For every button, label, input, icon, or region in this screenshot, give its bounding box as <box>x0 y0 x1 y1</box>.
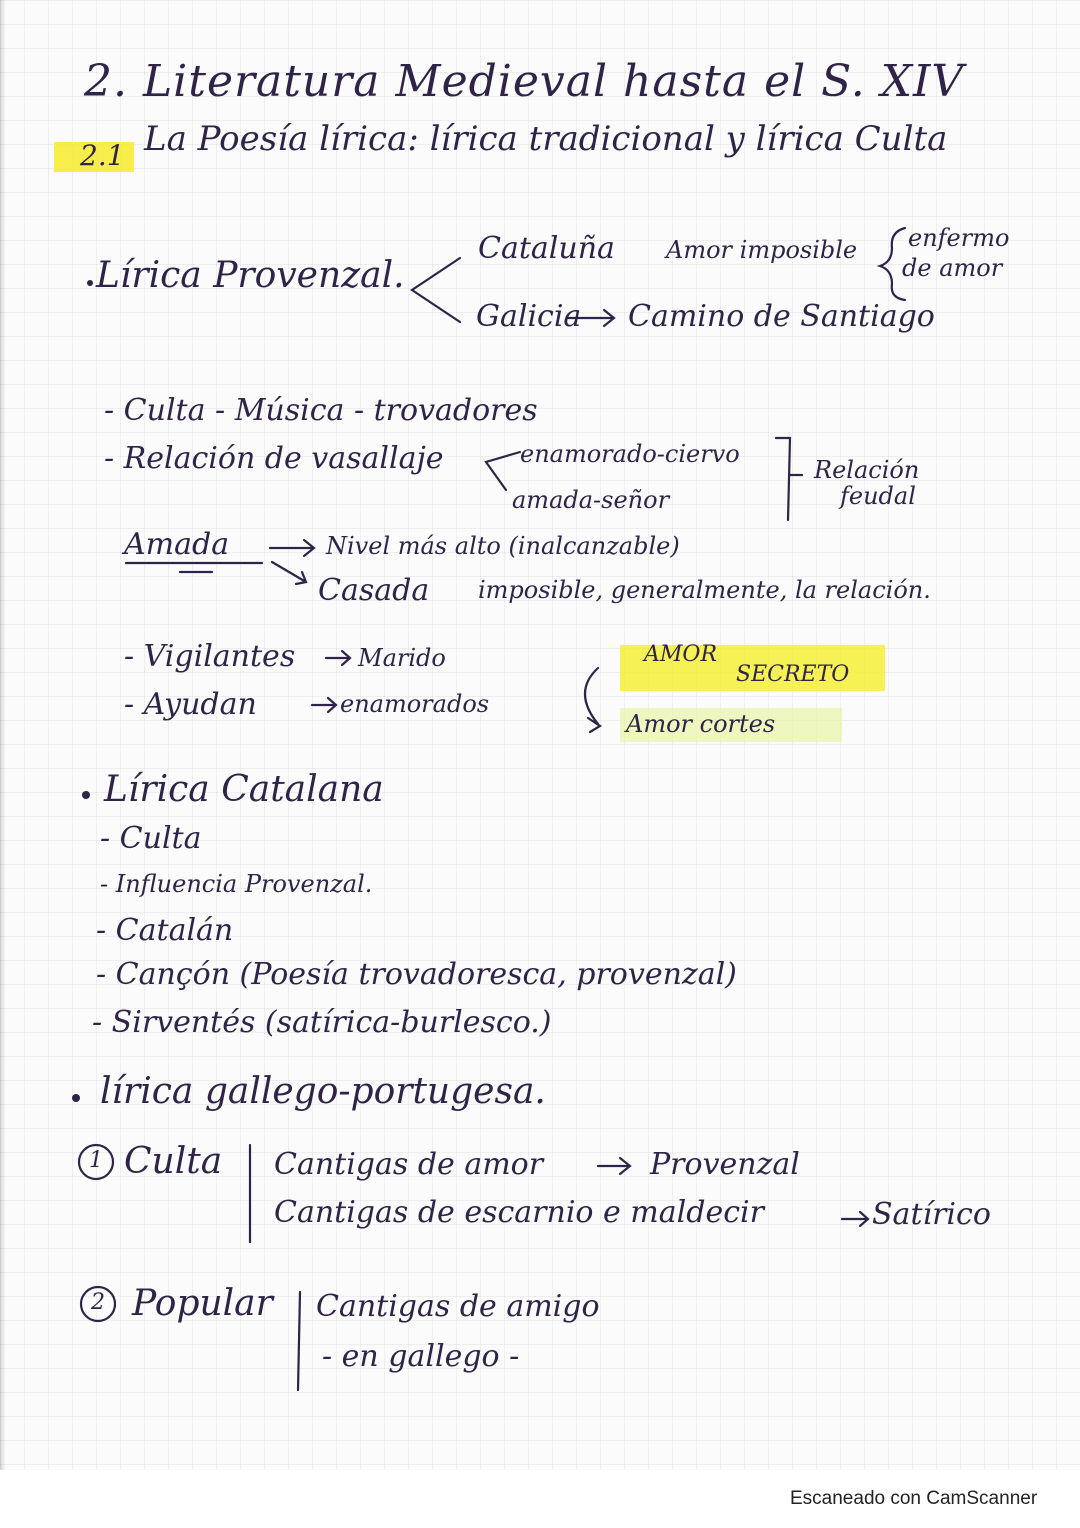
bullet-icon <box>87 280 93 286</box>
amor-label: AMOR <box>644 642 718 667</box>
branch-bracket <box>412 258 460 322</box>
curve-arrow-icon <box>585 668 600 732</box>
galicia-label: Galicia <box>476 299 582 334</box>
enamorado-label: enamorado-ciervo <box>520 440 740 468</box>
satirico-label: Satírico <box>872 1197 991 1232</box>
vertical-bar <box>298 1292 300 1390</box>
arrow-icon <box>312 698 336 712</box>
relacion-label: Relación <box>814 456 920 484</box>
de-amor-label: de amor <box>902 254 1003 282</box>
culta-label: Culta <box>124 1141 223 1182</box>
nivel-label: Nivel más alto (inalcanzable) <box>326 532 680 560</box>
ayudan-line: - Ayudan <box>124 687 257 722</box>
marido-label: Marido <box>358 644 446 672</box>
cantigas-amigo-label: Cantigas de amigo <box>316 1289 600 1324</box>
cantigas-escarnio-label: Cantigas de escarnio e maldecir <box>274 1195 764 1230</box>
culta-musica-line: - Culta - Música - trovadores <box>104 393 538 428</box>
imposible-label: imposible, generalmente, la relación. <box>478 576 931 604</box>
catalana-item: - Catalán <box>96 913 234 948</box>
amada-label: Amada <box>124 527 230 562</box>
arrow-icon <box>270 540 314 556</box>
feudal-label: feudal <box>840 482 916 510</box>
gallego-heading: lírica gallego-portugesa. <box>100 1071 546 1112</box>
section-title: La Poesía lírica: lírica tradicional y lírica Culta <box>144 119 948 159</box>
enamorados-label: enamorados <box>340 690 490 718</box>
arrow-icon <box>598 1158 630 1174</box>
popular-label: Popular <box>132 1283 273 1324</box>
catalana-item: - Culta <box>100 821 202 856</box>
relacion-vasallaje-line: - Relación de vasallaje <box>104 441 444 476</box>
amor-cortes-label: Amor cortes <box>626 710 776 738</box>
amada-senor-label: amada-señor <box>512 486 670 514</box>
provenzal-label: Provenzal <box>650 1147 800 1182</box>
amor-imposible-label: Amor imposible <box>666 236 858 264</box>
arrow-icon <box>842 1212 868 1226</box>
casada-label: Casada <box>318 573 430 608</box>
secreto-label: SECRETO <box>736 662 850 687</box>
bullet-icon <box>82 791 90 799</box>
number-two: 2 <box>91 1290 105 1315</box>
camino-label: Camino de Santiago <box>628 299 935 334</box>
bullet-icon <box>72 1094 80 1102</box>
split-arrow-icon <box>486 452 520 490</box>
section-number: 2.1 <box>80 139 125 172</box>
arrow-icon <box>326 651 350 665</box>
right-bracket <box>776 438 802 520</box>
number-one: 1 <box>89 1148 103 1173</box>
catalana-item: - Cançón (Poesía trovadoresca, provenzal) <box>96 957 737 992</box>
amada-underline <box>126 563 262 572</box>
arrow-icon <box>272 562 306 584</box>
enfermo-label: enfermo <box>908 224 1010 252</box>
catalana-item: - Sirventés (satírica-burlesco.) <box>92 1005 552 1040</box>
vigilantes-line: - Vigilantes <box>124 639 296 674</box>
en-gallego-label: - en gallego - <box>322 1339 520 1374</box>
cataluna-label: Cataluña <box>478 231 615 266</box>
catalana-heading: Lírica Catalana <box>104 769 384 810</box>
cantigas-amor-label: Cantigas de amor <box>274 1147 544 1182</box>
catalana-item: - Influencia Provenzal. <box>100 870 373 898</box>
provenzal-heading: Lírica Provenzal. <box>96 255 405 296</box>
scanner-watermark: Escaneado con CamScanner <box>790 1488 1038 1509</box>
page-title: 2. Literatura Medieval hasta el S. XIV <box>84 56 965 107</box>
